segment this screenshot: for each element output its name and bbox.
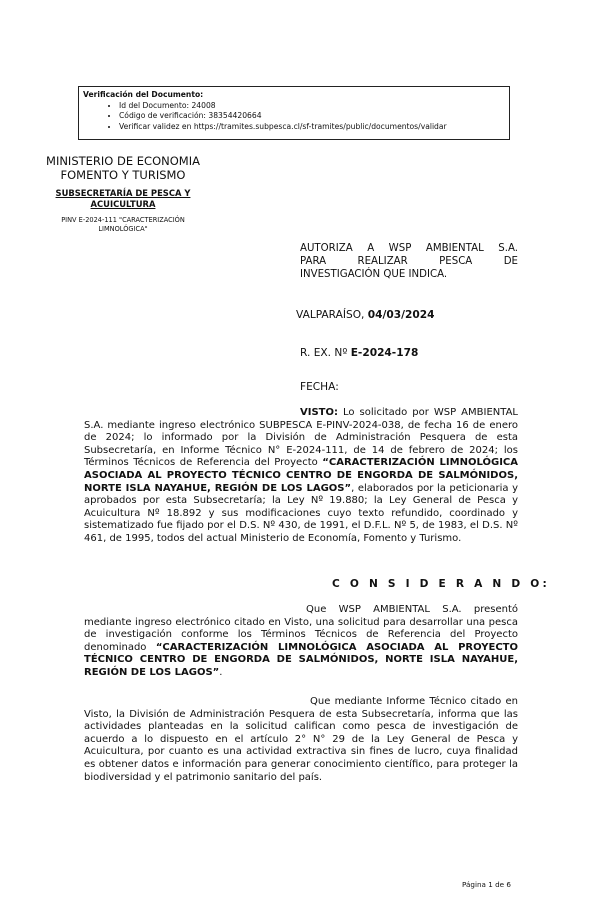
considerando-2-paragraph [84,696,518,784]
ministry-line-2: FOMENTO Y TURISMO [60,168,186,182]
considerando-1-text-1: Que WSP AMBIENTAL S.A. presentó mediante ingreso electrónico citado en Visto, una solicitud para desarrollar una pesca de investigación conforme los Términos Técnicos de Referencia del Proyecto denominado [84,604,518,653]
considerando-1-project-name: “CARACTERIZACIÓN LIMNOLÓGICA ASOCIADA AL PROYECTO TÉCNICO CENTRO DE ENGORDA DE SALMÓNIDOS, NORTE ISLA NAYAHUE, REGIÓN DE LOS LAGOS” [84,641,518,678]
subsecretaria-heading: SUBSECRETARÍA DE PESCA Y ACUICULTURA [55,188,191,209]
considerando-1-paragraph [84,604,518,680]
considerando-1-text-2: . [219,666,223,678]
visto-text-1: Lo solicitado por WSP AMBIENTAL S.A. mediante ingreso electrónico SUBPESCA E-PINV-2024-038, de fecha 16 de enero de 2024; lo informado por la División de Administración Pesquera de esta Subsecretaría, en Informe Técnico N° E-2024-111, de 14 de febrero de 2024; los Términos Técnicos de Referencia del Proyecto [84,407,518,469]
visto-project-name: “CARACTERIZACIÓN LIMNOLÓGICA ASOCIADA AL PROYECTO TÉCNICO CENTRO DE ENGORDA DE SALMÓNIDOS, NORTE ISLA NAYAHUE, REGIÓN DE LOS LAGOS” [84,457,518,494]
considerando-2-text: Que mediante Informe Técnico citado en Visto, la División de Administración Pesquera de esta Subsecretaría, informa que las actividades planteadas en la solicitud califican como pesca de investigación de acuerdo a lo dispuesto en el artículo 2° N° 29 de la Ley General de Pesca y Acuicultura, por cuanto es una actividad extractiva sin fines de lucro, cuya finalidad es obtener datos e información para generar conocimiento científico, para proteger la biodiversidad y el patrimonio sanitario del país. [84,696,518,783]
place-date [296,309,435,322]
resolution-code: E-2024-178 [350,347,419,359]
verification-list [83,101,505,133]
place: VALPARAÍSO, [296,309,368,321]
considerando-heading: C O N S I D E R A N D O: [332,578,550,590]
resolution-title-line-1: AUTORIZA A WSP AMBIENTAL S.A. [300,243,518,254]
visto-paragraph [84,407,518,546]
resolution-title [300,242,518,281]
resolution-prefix: R. EX. Nº [300,347,351,359]
verification-code: • Código de verificación: 38354420664 [119,111,505,122]
fecha-label: FECHA: [300,381,339,393]
resolution-title-line-3: INVESTIGACIÓN QUE INDICA. [300,269,448,280]
resolution-title-line-2: PARA REALIZAR PESCA DE [300,256,518,267]
verification-title: Verificación del Documento: [83,90,204,99]
ministry-line-1: MINISTERIO DE ECONOMIA [46,154,200,168]
page-number: Página 1 de 6 [462,880,511,889]
reference-code: PINV E-2024-111 "CARACTERIZACIÓN LIMNOLÓGICA" [61,216,185,233]
verification-doc-id: • Id del Documento: 24008 [119,101,505,112]
date: 04/03/2024 [367,309,435,321]
visto-text-2: , elaborados por la peticionaria y aprobados por esta Subsecretaría; la Ley Nº 19.880; la Ley General de Pesca y Acuicultura Nº 18.892 y sus modificaciones cuyo texto refundido, coordinado y sistematizado fue fijado por el D.S. Nº 430, de 1991, el D.F.L. Nº 5, de 1983, el D.S. Nº 461, de 1995, todos del actual Ministerio de Economía, Fomento y Turismo. [84,482,518,544]
ministry-heading [36,154,210,182]
visto-label: VISTO: [300,407,338,418]
verification-url[interactable]: • Verificar validez en https://tramites.subpesca.cl/sf-tramites/public/documentos/validar [119,122,505,133]
verification-box [78,86,510,140]
resolution-number [300,347,418,360]
